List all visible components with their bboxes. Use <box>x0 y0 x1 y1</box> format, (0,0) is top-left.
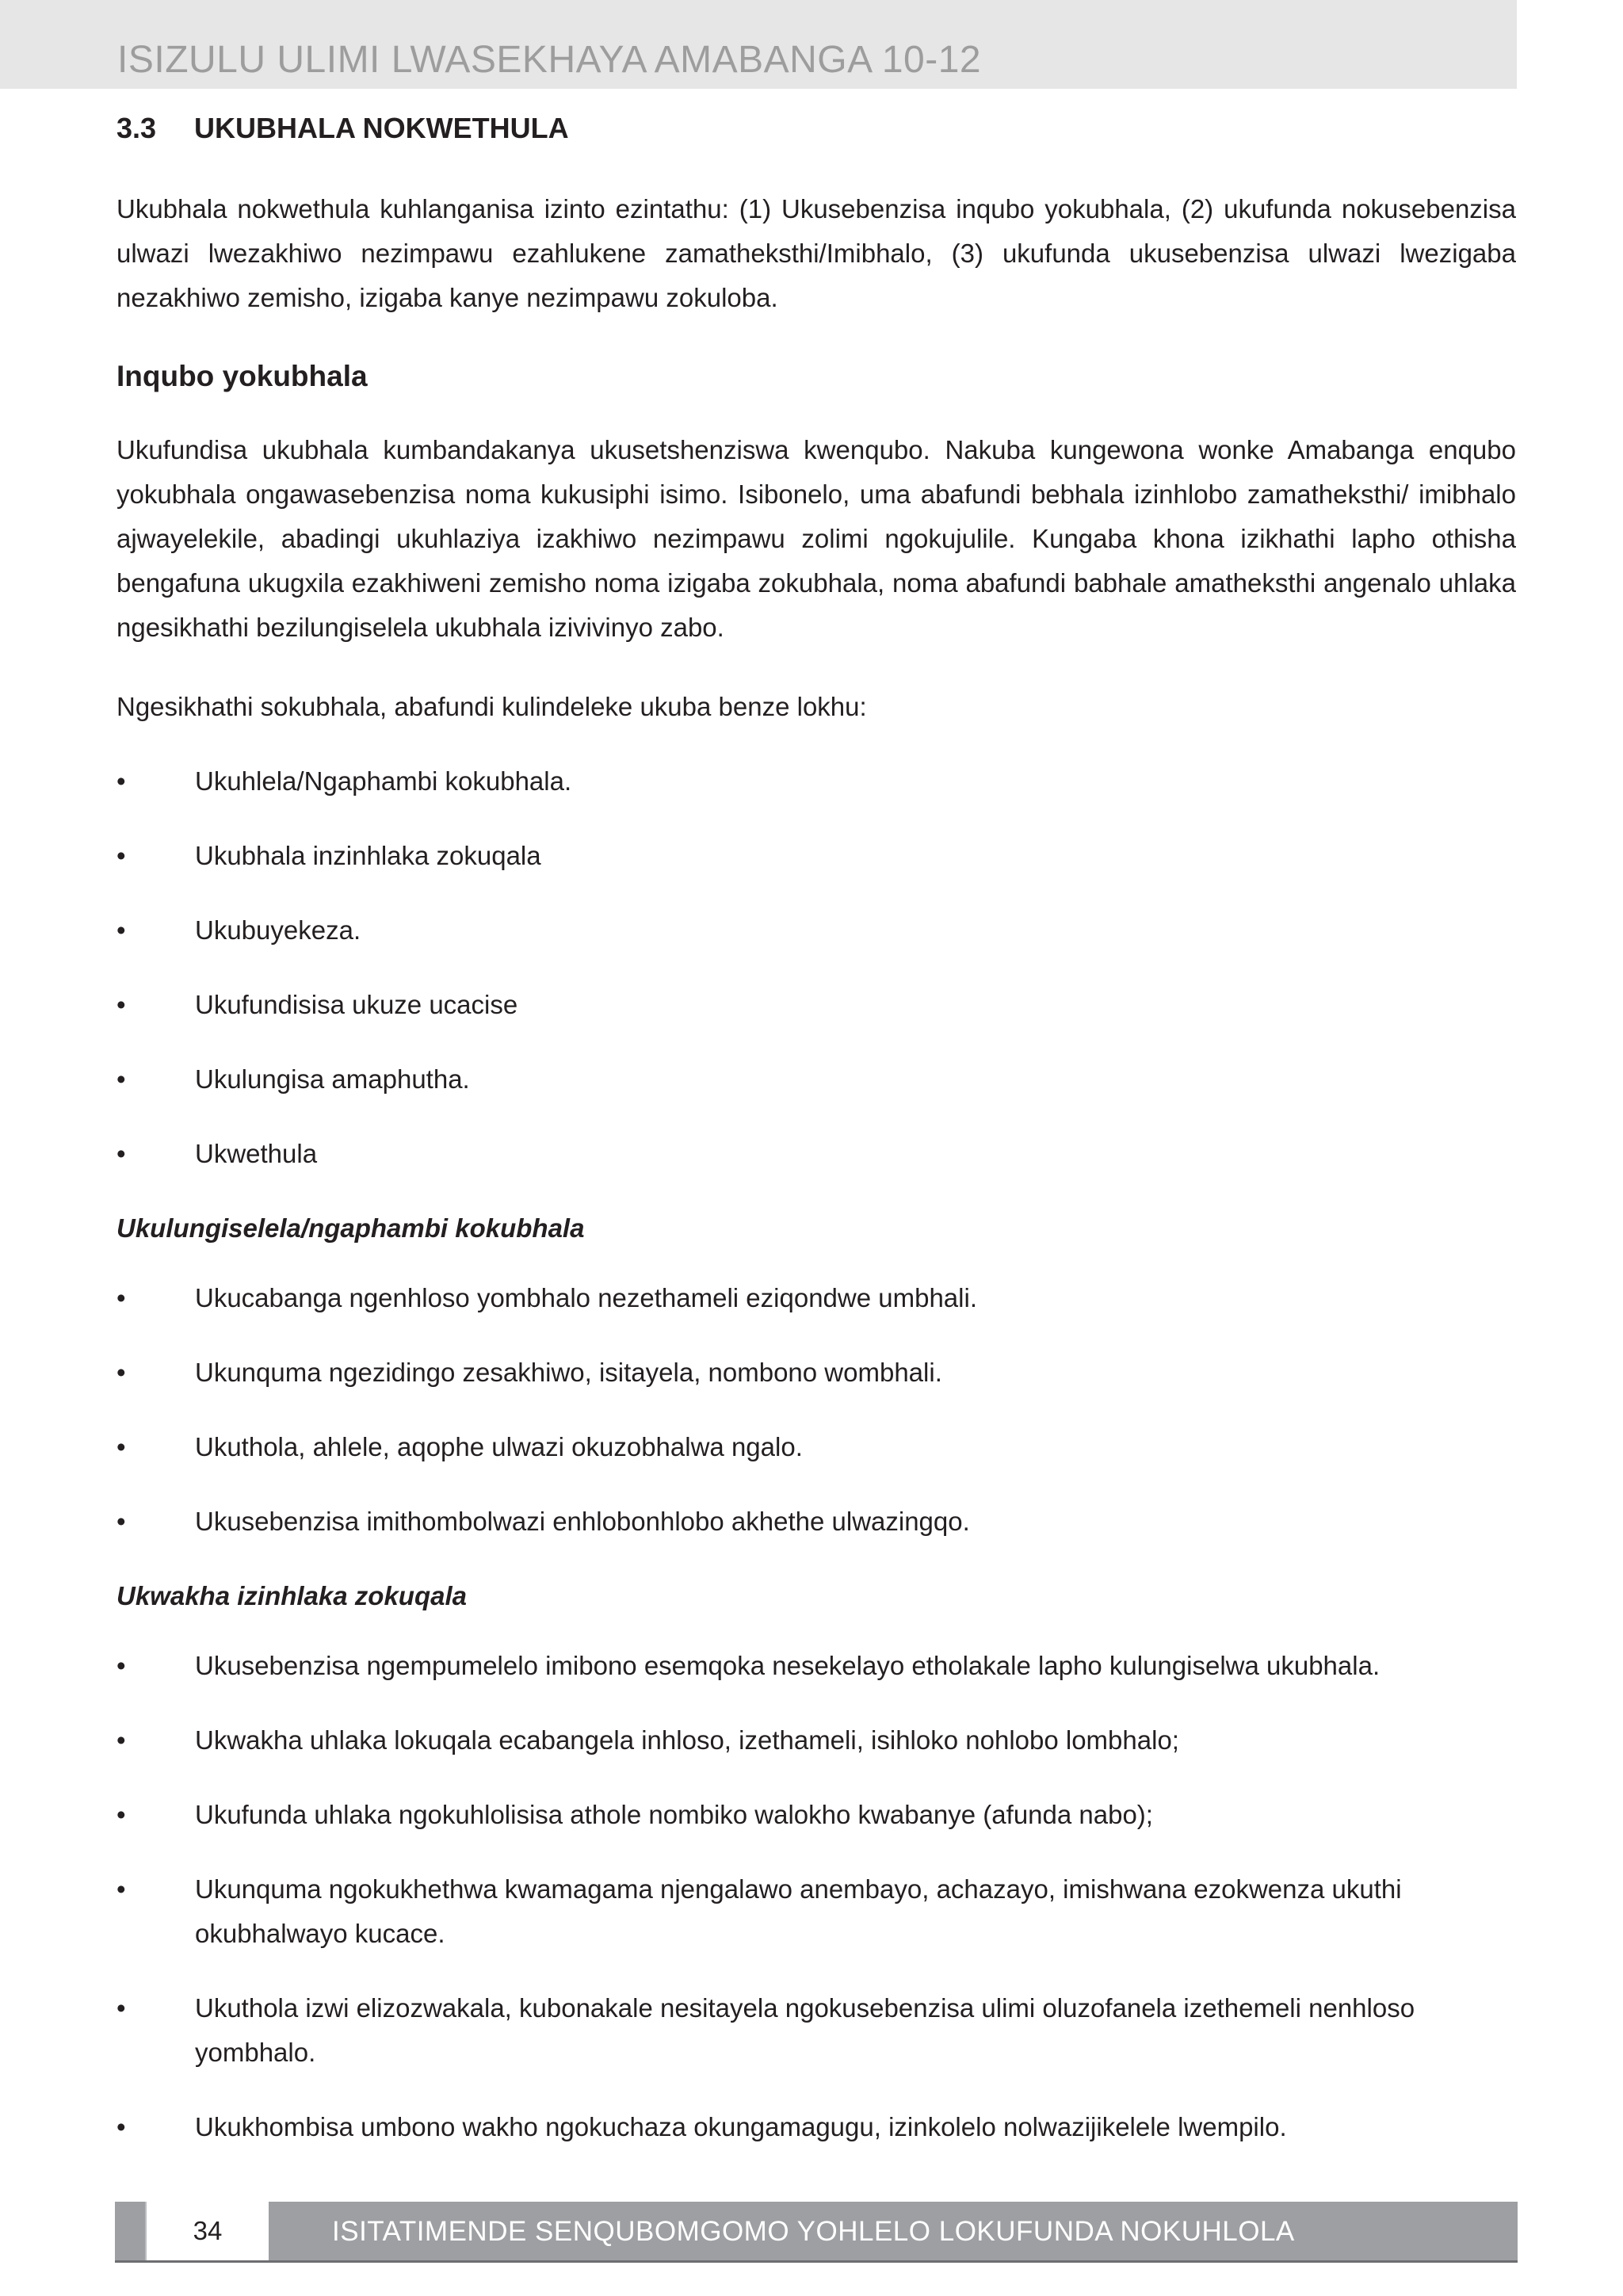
bullet-icon: • <box>116 1507 126 1536</box>
drafting-heading: Ukwakha izinhlaka zokuqala <box>116 1581 467 1610</box>
page-number: 34 <box>145 2202 269 2260</box>
list-item: • Ukuhlela/Ngaphambi kokubhala. <box>116 759 1516 804</box>
list-item: • Ukwethula <box>116 1132 1516 1176</box>
bullet-icon: • <box>116 990 126 1019</box>
bullet-icon: • <box>116 841 126 870</box>
list-item: • Ukunquma ngokukhethwa kwamagama njengalawo anembayo, achazayo, imishwana ezokwenza ukuthi okubhalwayo kucace. <box>116 1867 1516 1956</box>
page-content <box>116 111 1516 2149</box>
bullet-icon: • <box>116 1725 126 1755</box>
bullet-icon: • <box>116 1139 126 1168</box>
list-item: • Ukukhombisa umbono wakho ngokuchaza okungamagugu, izinkolelo nolwazijikelele lwempilo. <box>116 2105 1516 2149</box>
footer-title: ISITATIMENDE SENQUBOMGOMO YOHLELO LOKUFUNDA NOKUHLOLA <box>332 2216 1295 2247</box>
prewriting-list <box>116 1276 1516 1544</box>
page-footer <box>115 2202 1518 2263</box>
section-title: UKUBHALA NOKWETHULA <box>194 112 569 144</box>
list-item: • Ukuthola, ahlele, aqophe ulwazi okuzobhalwa ngalo. <box>116 1425 1516 1469</box>
process-heading: Inqubo yokubhala <box>116 360 368 392</box>
list-item: • Ukunquma ngezidingo zesakhiwo, isitayela, nombono wombhali. <box>116 1350 1516 1395</box>
list-item: • Ukufunda uhlaka ngokuhlolisisa athole nombiko walokho kwabanye (afunda nabo); <box>116 1793 1516 1837</box>
list-item: • Ukulungisa amaphutha. <box>116 1057 1516 1102</box>
bullet-icon: • <box>116 1358 126 1387</box>
bullet-icon: • <box>116 1283 126 1312</box>
bullet-icon: • <box>116 1432 126 1461</box>
process-steps-list <box>116 759 1516 1176</box>
section-number: 3.3 <box>116 112 157 144</box>
process-paragraph: Ukufundisa ukubhala kumbandakanya ukusetshenziswa kwenqubo. Nakuba kungewona wonke Amabanga enqubo yokubhala ongawasebenzisa noma kukusiphi isimo. Isibonelo, uma abafundi bebhala izinhlobo zamatheksthi/ imibhalo ajwayelekile, abadingi ukuhlaziya izakhiwo nezimpawu zolimi ngokujulile. Kungaba khona izikhathi lapho othisha bengafuna ukugxila ezakhiweni zemisho noma izigaba zokubhala, noma abafundi babhale amatheksthi angenalo uhlaka ngesikhathi bezilungiselela ukubhala izivivinyo zabo. <box>116 435 1516 642</box>
section-heading <box>116 111 1516 146</box>
bullet-icon: • <box>116 1064 126 1094</box>
bullet-icon: • <box>116 2112 126 2141</box>
bullet-icon: • <box>116 1874 126 1904</box>
prewriting-heading: Ukulungiselela/ngaphambi kokubhala <box>116 1213 585 1243</box>
bullet-icon: • <box>116 1651 126 1680</box>
list-item: • Ukusebenzisa imithombolwazi enhlobonhlobo akhethe ulwazingqo. <box>116 1499 1516 1544</box>
drafting-list <box>116 1644 1516 2149</box>
list-item: • Ukusebenzisa ngempumelelo imibono esemqoka nesekelayo etholakale lapho kulungiselwa ukubhala. <box>116 1644 1516 1688</box>
list-item: • Ukuthola izwi elizozwakala, kubonakale nesitayela ngokusebenzisa ulimi oluzofanela izethemeli nenhloso yombhalo. <box>116 1986 1516 2075</box>
bullet-icon: • <box>116 766 126 796</box>
running-header-title: ISIZULU ULIMI LWASEKHAYA AMABANGA 10-12 <box>117 39 982 81</box>
bullet-icon: • <box>116 1993 126 2023</box>
list-item: • Ukucabanga ngenhloso yombhalo nezethameli eziqondwe umbhali. <box>116 1276 1516 1320</box>
list-item: • Ukufundisisa ukuze ucacise <box>116 983 1516 1027</box>
running-header <box>0 0 1517 89</box>
list-item: • Ukubhala inzinhlaka zokuqala <box>116 834 1516 878</box>
bullet-icon: • <box>116 1800 126 1829</box>
list-item: • Ukubuyekeza. <box>116 908 1516 953</box>
list-item: • Ukwakha uhlaka lokuqala ecabangela inhloso, izethameli, isihloko nohlobo lombhalo; <box>116 1718 1516 1763</box>
bullet-icon: • <box>116 915 126 945</box>
intro-paragraph: Ukubhala nokwethula kuhlanganisa izinto ezintathu: (1) Ukusebenzisa inqubo yokubhala, (2) ukufunda nokusebenzisa ulwazi lwezakhiwo nezimpawu ezahlukene zamatheksthi/Imibhalo, (3) ukufunda ukusebenzisa ulwazi lwezigaba nezakhiwo zemisho, izigaba kanye nezimpawu zokuloba. <box>116 194 1516 312</box>
process-lead: Ngesikhathi sokubhala, abafundi kulindeleke ukuba benze lokhu: <box>116 692 867 721</box>
